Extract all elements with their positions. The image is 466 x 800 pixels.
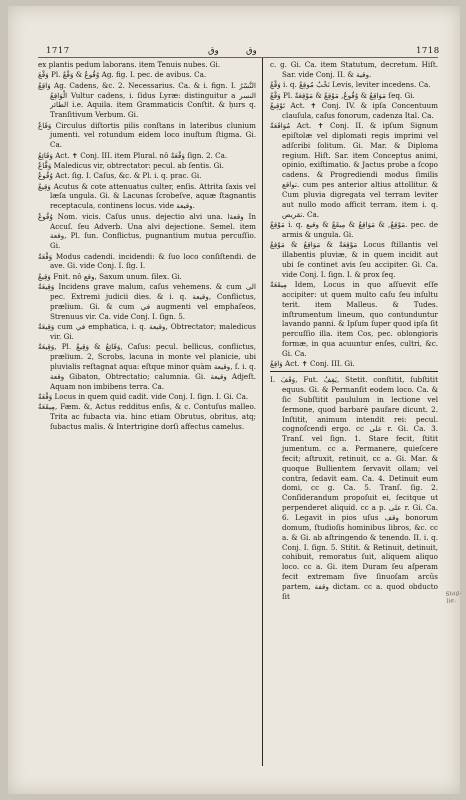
dictionary-entry: وَقْعٌ Pl. مَوَاقِعُ & وُقُوعٌ, مَوْقِعٌ & مَوْقِعَةٌ ſeq. Gi.	[270, 90, 415, 100]
header-rule	[38, 57, 438, 58]
right-catchword: وق	[246, 46, 257, 56]
dictionary-entry: وَقْعَةٌ Modus cadendi. incidendi: & ſuo loco conſiſtendi. de ave. Gi. vide Conj. I. ſig. I.	[38, 251, 256, 271]
dictionary-entry: وَقِيعَةٌ, Pl. وَقَائِعُ & وَقِيعٌ, Caſus: pecul. bellicus, conflictus, prælium. 2, Scrobs, lacuna in monte vel planicie, ubi pluvialis reſtagnat aqua: eſtque minor quàm وقيعة, ſ. i. q. وقعة Gibaton, Obtrectatio; calumnia. Gi. وقيعة Adjeſt. Aquam non imbibens terra. Ca.	[38, 342, 256, 391]
left-column	[38, 60, 256, 772]
dictionary-entry: مُوَاقَعَةٌ Act. ✝ Conj. II. & ipſum Signum epiſtolæ vel diplomati regis imprimi vel adſcribi ſolitum. Gi. Mar. & Diploma regium. Hiſt. Sar. item Conceptus animi, opinio, exiſtimatio. & Jactus probe a ſcopo cadens. & Progrediendi modus ſimilis تواقع. cum pes anterior altius attollitur. & Cum pluvia digregata vel terram leviter aut nullo modo afficit terram. item i. q. تقريص. Ca.	[270, 121, 438, 219]
dictionary-entry: وَقِيعٌ Acutus & cote attenuatus culter, enſis. Attrita ſaxis vel læſa ungula. Gi. & Lacunas ſcrobeſve, aquæ ſtagnantis receptacula, continens locus. vide وقيعة.	[38, 181, 256, 211]
dictionary-entry: c. g. Gi. Ca. item Statutum, decretum. Hiſt. Sar. vide Conj. II. & وقية.	[270, 60, 438, 79]
dictionary-entry: I. وَقَفَ, Fut. يَقِفُ, Stetit. conſtitit, ſubſtitit equus. Gi. & Permanſit eodem loco. Ca. & ſic Subſtitit paululum in lectione vel ſermone, quod barbarè paufare dicunt. 2. Inſtitit, animum intendit rei: pecul. cognoſcendi ergo. cc على r. Gi. Ca. 3. Tranſ. vel ſign. 1. Stare fecit, ſtitit jumentum. cc a. Permanere, quieſcere fecit; aſtruxit, retinuit, cc a. Gi. Mar. & quoque Bullientem ſervavit ollam; vel contra, ſedavit eam. Ca. 4. Detinuit eum domi, cc g. Ca. 5. Tranſ. ſig. 2. Conſiderandum propoſuit ei, ſecitque ut perpenderet aliquid. cc a p. على r. Gi. Ca. 6. Legavit in pios uſus وقف bonorum domum, ſtudioſis hominibus libros, &c. cc a. & Gi. ab aſtringendo & tenendo. II. i. q. Conj. I. ſign. 5. Stitit. & Retinuit, detinuit, cohibuit, remoratus ſuit, aliquem aliquo loco. cc a. Gi. item Duram ſeu aſperam fecit extremam ſive ſinuoſam arcûs partem, وقفة dictam. cc a. quod obducto ſit	[270, 371, 438, 601]
dictionary-entry: وَقْعٌ i. q. نَخْبٌ مُوقِعٌ Levis, leviter incedens. Ca.	[270, 80, 431, 90]
dictionary-entry: وَاقِعٌ Act. ✝ Conj. III. Gi.	[270, 359, 355, 369]
dictionary-entry: وَقِيعَةٌ Incidens grave malum, caſus vehemens. & cum الى pec. Extremi judicii dies. & i. q. وقيعة, Conflictus, prælium. Gi. & cum في augmenti vel emphaſeos, Strenuus vir. Ca. vide Conj. I. ſign. 5.	[38, 282, 256, 321]
dictionary-entry: مَوْقِعَةٌ & مَوَاقِعُ & مَوْقِعٌ Locus ſtillantis vel illabentis pluviæ, & in quem incidit aut ubi ſe continet avis ſeu accipiter. Gi. Ca. vide Conj. I. ſign. I. & prox ſeq.	[270, 240, 438, 279]
margin-note: Stag. lie.	[445, 588, 462, 606]
right-page-number: 1718	[416, 46, 440, 56]
dictionary-entry: وَاقِعٌ Ag. Cadens, &c. 2. Necessarius. Ca. & i. fign. I. النَّسْرُ الْوَاقِعُ Vultur cadens, i. ſidus Lyræ: distinguitur a النسر الطائر i.e. Aquila. item Grammaticis Conſtit. & ḥurs q. Tranſitivum Verbum. Gi.	[38, 80, 256, 120]
dictionary-entry: مَوْقِعٌ i. q. مَوْقِعٌ, & مَوَاقِعُ & مِيقَعٌ & وقيع. pec. de armis & ungula. Gi.	[270, 220, 438, 239]
dictionary-entry: مِيقَعَةٌ, Fæm. &, Actus redditus enſis, & c. Contuſus malleo. Trita ac fubacta via. hinc etiam Obrutus, obritus, atq; ſubactus malis. & Intertrigine dorſi affectus camelus.	[38, 402, 256, 431]
dictionary-entry: وُقُوعٌ Act. ſig. I. Caſus, &c. & Pl. i. q. prac. Gi.	[38, 171, 202, 181]
dictionary-entry: وَقِيعٌ Fnit. nô وقع, Saxum unum. ſilex. Gi.	[38, 271, 182, 281]
dictionary-entry: ex plantis pedum laborans. item Tenuis nubes. Gi.	[38, 60, 221, 69]
dictionary-entry: وَقْعَةٌ Locus in quem quid cadit. vide Conj. I. ſign. I. Gi. Ca.	[38, 391, 249, 401]
right-column	[270, 60, 438, 772]
left-page-number: 1717	[46, 46, 70, 56]
dictionary-entry: وَقَّاعٌ Maledicus vir, obtrectator: pecul. ab ſentis. Gi.	[38, 160, 224, 170]
column-divider	[262, 58, 263, 766]
dictionary-entry: تَوْقِيعٌ Act. ✝ Conj. IV. & ipſa Concentuum clauſula, caſus fonorum, cadenza Ital. Ca.	[270, 100, 438, 120]
dictionary-entry: وَقَائِعُ Act. ✝ Conj. III. item Plural. nô وَقْعَةٌ ſign. 2. Ca.	[38, 150, 228, 160]
dictionary-entry: وَقْعَ Pl. وُقُوعٌ & وَقْعٌ Ag. fig. I. pec. de avibus. Ca.	[38, 70, 207, 80]
dictionary-entry: وَقَاعٌ Circulus diſtortis pilis conſtans in lateribus clunium jumenti. vel rotundum eidem loco inuſtum ſtigma. Gi. Ca.	[38, 120, 256, 150]
left-catchword: وق	[208, 46, 219, 56]
book-page	[8, 6, 460, 794]
dictionary-entry: وَقِيعَةٌ cum في emphatica, i. q. وقيعة, Obtrectator; maledicus vir. Gi.	[38, 321, 256, 341]
dictionary-entry: وُقُوعٌ Nom. vicis. Caſus unus. dejectio alvi una. وقعةا In Accuſ. ſeu Adverb. Una alvi dejectione. Semel. item وقعة, Pl. ſun. Conflictus, pugnantium mutua percuſſio. Gi.	[38, 211, 256, 251]
dictionary-entry: مِيقَعَةٌ Idem, Locus in quo aſſuevit eſſe accipiter: ut quem multo caſu ſeu inſultu terit. item Malleus. & Tudes. inſtrumentum lineum, quo contunduntur lavando panni. & Ipſum ſuper quod ipſa ſit percuſſio illa. item Cos, pec. oblongioris formæ, in qua acuuntur enſes, cultri, &c. Gi. Ca.	[270, 280, 438, 358]
